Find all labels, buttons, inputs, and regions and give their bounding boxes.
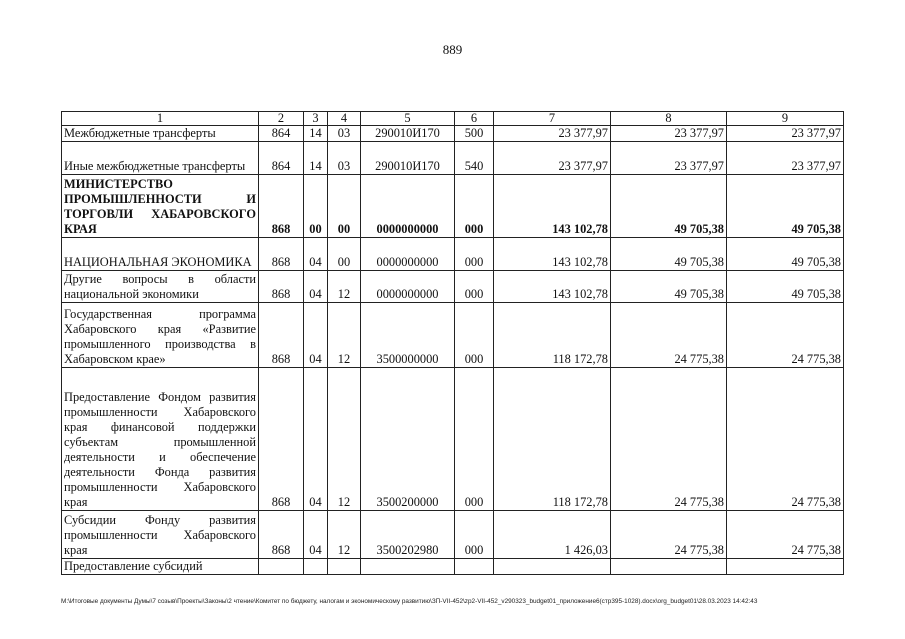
- table-row: [62, 511, 844, 559]
- cell-expense-type: 500: [455, 126, 494, 142]
- cell-ministry-code: 868: [259, 511, 304, 559]
- cell-expense-type: 000: [455, 271, 494, 303]
- table-row: [62, 303, 844, 368]
- column-header: 8: [611, 112, 727, 126]
- cell-target-article: [361, 559, 455, 575]
- cell-subsection: 12: [328, 303, 361, 368]
- cell-target-article: 0000000000: [361, 238, 455, 271]
- cell-amount-col9: 49 705,38: [727, 175, 844, 238]
- cell-ministry-code: [259, 559, 304, 575]
- column-header: 2: [259, 112, 304, 126]
- cell-expense-type: 000: [455, 511, 494, 559]
- cell-expense-type: 540: [455, 142, 494, 175]
- cell-section: [304, 559, 328, 575]
- cell-expense-type: 000: [455, 175, 494, 238]
- cell-ministry-code: 864: [259, 126, 304, 142]
- cell-amount-col9: [727, 559, 844, 575]
- cell-amount-col9: 24 775,38: [727, 368, 844, 511]
- cell-section: 14: [304, 126, 328, 142]
- cell-section: 04: [304, 511, 328, 559]
- cell-amount-col9: 49 705,38: [727, 271, 844, 303]
- cell-amount-col9: 24 775,38: [727, 511, 844, 559]
- row-name: Субсидии Фонду развития промышленности Хабаровского края: [62, 511, 259, 559]
- table-row: [62, 126, 844, 142]
- column-header: 9: [727, 112, 844, 126]
- cell-section: 04: [304, 271, 328, 303]
- table-row: [62, 559, 844, 575]
- column-header: 1: [62, 112, 259, 126]
- cell-expense-type: 000: [455, 303, 494, 368]
- row-name: МИНИСТЕРСТВО ПРОМЫШЛЕННОСТИ И ТОРГОВЛИ ХАБАРОВСКОГО КРАЯ: [62, 175, 259, 238]
- cell-ministry-code: 868: [259, 238, 304, 271]
- row-name: Другие вопросы в области национальной экономики: [62, 271, 259, 303]
- row-name: Предоставление субсидий: [62, 559, 259, 575]
- cell-target-article: 290010И170: [361, 142, 455, 175]
- cell-section: 00: [304, 175, 328, 238]
- cell-section: 14: [304, 142, 328, 175]
- cell-subsection: 00: [328, 238, 361, 271]
- cell-amount-col7: 143 102,78: [494, 238, 611, 271]
- cell-ministry-code: 868: [259, 368, 304, 511]
- cell-ministry-code: 868: [259, 271, 304, 303]
- cell-amount-col7: 118 172,78: [494, 303, 611, 368]
- cell-amount-col7: 23 377,97: [494, 126, 611, 142]
- row-name: НАЦИОНАЛЬНАЯ ЭКОНОМИКА: [62, 238, 259, 271]
- cell-amount-col9: 23 377,97: [727, 126, 844, 142]
- cell-amount-col9: 24 775,38: [727, 303, 844, 368]
- cell-target-article: 0000000000: [361, 271, 455, 303]
- cell-expense-type: 000: [455, 238, 494, 271]
- cell-expense-type: 000: [455, 368, 494, 511]
- cell-amount-col7: 118 172,78: [494, 368, 611, 511]
- cell-amount-col7: 143 102,78: [494, 271, 611, 303]
- cell-expense-type: [455, 559, 494, 575]
- row-name: Государственная программа Хабаровского края «Развитие промышленного производства в Хабаровском крае»: [62, 303, 259, 368]
- cell-amount-col9: 23 377,97: [727, 142, 844, 175]
- table-row: [62, 142, 844, 175]
- cell-section: 04: [304, 368, 328, 511]
- cell-amount-col7: [494, 559, 611, 575]
- cell-subsection: 12: [328, 271, 361, 303]
- cell-target-article: 0000000000: [361, 175, 455, 238]
- table-row: [62, 238, 844, 271]
- row-name: Иные межбюджетные трансферты: [62, 142, 259, 175]
- cell-amount-col8: 49 705,38: [611, 175, 727, 238]
- cell-amount-col8: 24 775,38: [611, 511, 727, 559]
- cell-target-article: 3500202980: [361, 511, 455, 559]
- column-header: 3: [304, 112, 328, 126]
- cell-amount-col7: 143 102,78: [494, 175, 611, 238]
- cell-subsection: 00: [328, 175, 361, 238]
- cell-amount-col7: 1 426,03: [494, 511, 611, 559]
- cell-amount-col8: 23 377,97: [611, 142, 727, 175]
- cell-ministry-code: 864: [259, 142, 304, 175]
- cell-amount-col8: 49 705,38: [611, 238, 727, 271]
- column-header: 6: [455, 112, 494, 126]
- cell-amount-col8: [611, 559, 727, 575]
- table-header-row: [62, 112, 844, 126]
- column-header: 4: [328, 112, 361, 126]
- cell-section: 04: [304, 303, 328, 368]
- column-header: 5: [361, 112, 455, 126]
- cell-amount-col8: 24 775,38: [611, 368, 727, 511]
- cell-subsection: 12: [328, 511, 361, 559]
- cell-amount-col7: 23 377,97: [494, 142, 611, 175]
- cell-amount-col9: 49 705,38: [727, 238, 844, 271]
- column-header: 7: [494, 112, 611, 126]
- table-row: [62, 175, 844, 238]
- cell-target-article: 3500200000: [361, 368, 455, 511]
- table-row: [62, 271, 844, 303]
- cell-subsection: 03: [328, 126, 361, 142]
- page-number: 889: [442, 42, 463, 57]
- cell-subsection: 12: [328, 368, 361, 511]
- cell-amount-col8: 24 775,38: [611, 303, 727, 368]
- cell-amount-col8: 23 377,97: [611, 126, 727, 142]
- cell-ministry-code: 868: [259, 175, 304, 238]
- cell-amount-col8: 49 705,38: [611, 271, 727, 303]
- budget-table: [61, 111, 844, 575]
- cell-subsection: 03: [328, 142, 361, 175]
- row-name: Предоставление Фондом развития промышленности Хабаровского края финансовой поддержки субъектам промышленной деятельности и обеспечение деятельности Фонда развития промышленности Хабаровского края: [62, 368, 259, 511]
- cell-target-article: 290010И170: [361, 126, 455, 142]
- cell-target-article: 3500000000: [361, 303, 455, 368]
- cell-ministry-code: 868: [259, 303, 304, 368]
- table-row: [62, 368, 844, 511]
- document-path-footer: M:\Итоговые документы Думы\7 созыв\Проекты\Законы\2 чтение\Комитет по бюджету, налогам и экономическому развитию\ЗП-VII-452\zp2-VII-452_v290323_budget01_приложение6(стр395-1028).docx\org_budget01\28.03.2023 14:42:43: [61, 598, 758, 605]
- cell-subsection: [328, 559, 361, 575]
- cell-section: 04: [304, 238, 328, 271]
- row-name: Межбюджетные трансферты: [62, 126, 259, 142]
